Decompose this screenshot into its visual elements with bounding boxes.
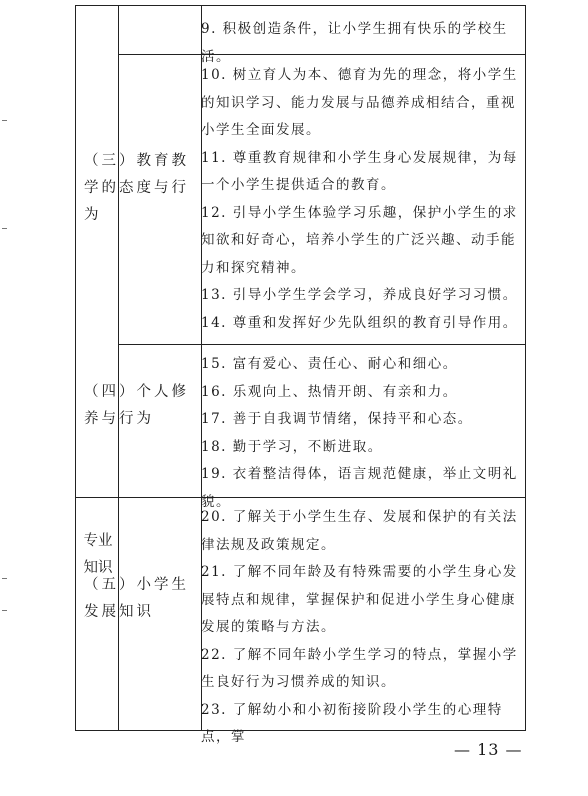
list-item: 20. 了解关于小学生生存、发展和保护的有关法律法规及政策规定。	[201, 509, 518, 553]
scan-mark	[2, 120, 7, 121]
scan-mark	[2, 578, 7, 579]
standards-table	[75, 5, 526, 745]
subcategory-teaching-attitude: （三）教育教学的态度与行为	[84, 153, 189, 223]
list-item: 10. 树立育人为本、德育为先的理念，将小学生的知识学习、能力发展与品德养成相结合，重视小学生全面发展。	[201, 67, 518, 138]
scan-mark	[2, 228, 7, 229]
list-item: 22. 了解不同年龄小学生学习的特点，掌握小学生良好行为习惯养成的知识。	[201, 646, 518, 690]
list-item: 18. 勤于学习，不断进取。	[201, 438, 383, 455]
list-item: 9. 积极创造条件，让小学生拥有快乐的学校生活。	[201, 21, 508, 65]
list-item: 21. 了解不同年龄及有特殊需要的小学生身心发展特点和规律，掌握保护和促进小学生身心健康发展的策略与方法。	[201, 564, 518, 635]
list-item: 19. 衣着整洁得体，语言规范健康，举止文明礼貌。	[201, 466, 518, 510]
list-item: 12. 引导小学生体验学习乐趣，保护小学生的求知欲和好奇心，培养小学生的广泛兴趣、动手能力和探究精神。	[201, 204, 518, 276]
list-item: 13. 引导小学生学会学习，养成良好学习习惯。	[201, 287, 518, 303]
page-number: — 13 —	[454, 740, 523, 759]
scan-mark	[2, 610, 7, 611]
list-item: 15. 富有爱心、责任心、耐心和细心。	[201, 356, 458, 372]
list-item: 14. 尊重和发挥好少先队组织的教育引导作用。	[201, 314, 518, 331]
list-item: 17. 善于自我调节情绪，保持平和心态。	[201, 411, 473, 427]
row-divider	[118, 344, 525, 345]
subcategory-personal-conduct: （四）个人修养与行为	[84, 384, 189, 427]
list-item: 11. 尊重教育规律和小学生身心发展规律，为每一个小学生提供适合的教育。	[201, 149, 518, 193]
subcategory-student-development: （五）小学生发展知识	[84, 577, 189, 620]
table-row	[201, 351, 521, 516]
list-item: 23. 了解幼小和小初衔接阶段小学生的心理特点，掌	[201, 701, 503, 745]
category-professional-knowledge: 专业知识	[83, 533, 113, 576]
table-row	[201, 504, 521, 752]
list-item: 16. 乐观向上、热情开朗、有亲和力。	[201, 383, 458, 400]
table-row	[201, 62, 521, 337]
